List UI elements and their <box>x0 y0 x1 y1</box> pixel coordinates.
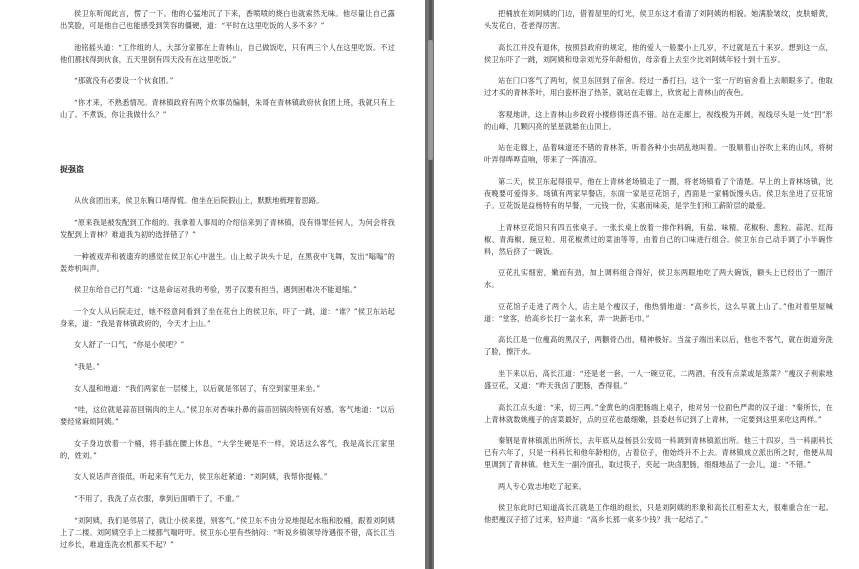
paragraph: “原来我是被发配到工作组的。我拿着人事局的介绍信来到了青林镇，没有得罪任何人，为何会将我发配到上青林？难道我为初的选择错了？” <box>60 217 395 239</box>
paragraph: 一种被戏弄和被遗弃的感觉在侯卫东心中滋生。山上蚊子块头十足，在黑夜中飞舞，发出“嗡嗡”的轰炸机叫声。 <box>60 251 395 273</box>
paragraph: 侯卫东给自己打气道：“这是命运对我的考验，男子汉要有担当，遇到困难决不能退缩。” <box>74 285 357 295</box>
paragraph: 两人专心致志地吃了起来。 <box>498 481 587 491</box>
left-bottom-text <box>60 195 395 550</box>
paragraph: 高长江点头道：“来，切三两。”金黄色的卤肥肠端上桌子，他对另一位面色严肃的汉子道：“秦所长，在上青林就数姚瘦子的卤菜最好，点的豆花也最细嫩，县委赵书记到了上青林，一定要到这里来吃这两样。” <box>484 402 833 424</box>
paragraph: 把桶放在刘阿姨的门边，借着屋里的灯光，侯卫东这才看清了刘阿姨的相貌。她满脸皱纹，皮肤蜡黄，头发花白，苍老得厉害。 <box>484 9 833 30</box>
right-page <box>434 0 859 569</box>
paragraph: “刘阿姨，我们是邻居了，就让小侯来提，别客气。”侯卫东不由分说地提起水瓶和胶桶，跟着刘阿姨上了二楼。刘阿姨空手上二楼都气喘吁吁。侯卫东心里有些纳闷：“听说乡镇领导待遇很不错，高长江当过乡长，难道连洗衣机都买不起？” <box>60 515 395 549</box>
paragraph: 站在门口客气了两句，侯卫东回到了宿舍。经过一番打扫，这个一室一厅的宿舍看上去顺眼多了。他取过才买的青林茶叶，用白瓷杯泡了热茶，就站在走廊上，欣赏起上青林山的夜色。 <box>484 76 833 98</box>
paragraph: 池铭摇头道：“工作组的人，大部分家都在上青林山，自己做饭吃，只有两三个人在这里吃饭。不过他们都找得到伙食，五天里倒有四天没有在这里吃饭。” <box>60 42 395 64</box>
paragraph: 上青林豆花馆只有四五张桌子。一张长桌上放着一排作料碗，有盐、味精、花椒粉、葱粒、蒜泥、红海椒、青海椒、豌豆粒、用花椒煮过的菜油等等，由着自己的口味进行组合。侯卫东自己动手调了小半碗作料，然后挤了一碗饭。 <box>484 222 833 256</box>
paragraph: 侯卫东听闻此言，愣了一下。他的心猛地沉了下来，香喷喷的烧白也就索然无味。他尽量让自己露出笑脸，可是他自己也能感受到笑容的僵硬，道：“平时在这里吃饭的人多不多？” <box>60 9 395 30</box>
paragraph: “我是。” <box>74 361 101 371</box>
paragraph: 高长江是一位瘦高的黑汉子，两颧骨凸出，精神极好。当盆子端出来以后，他也不客气，就在街道旁洗了脸，擦汗水。 <box>484 335 833 357</box>
paragraph: 女人舒了一口气，“你是小侯吧？” <box>74 340 185 350</box>
paragraph: 女人温和地道：“我们两家在一层楼上，以后就是邻居了，有空到家里来坐。” <box>74 383 321 393</box>
paragraph: “不用了，我洗了点衣服，拿到后面晒干了，不重。” <box>74 493 240 503</box>
left-page <box>0 0 425 569</box>
scrollbar-thumb[interactable] <box>428 40 433 160</box>
paragraph: “那就没有必要设一个伙食团。” <box>74 76 174 86</box>
paragraph: 第二天，侯卫东起得很早，他在上青林老场镇走了一圈，将老场镇看了个清楚。早上的上青林场镇，比夜晚要可爱得多。场镇有两家早餐店，东面一家是豆花馆子，西面是一家桶饭馒头店。侯卫东坐进了豆花馆子。豆花饭是益杨特有的早餐，一元钱一份，实惠而味美，是学生们和工薪阶层的最爱。 <box>484 176 833 210</box>
paragraph: 一个女人从后院走过，她不经意间看到了坐在花台上的侯卫东，吓了一跳，道：“谁？”侯卫东站起身来，道：“我是青林镇政府的，今天才上山。” <box>60 306 395 328</box>
left-top-text <box>60 8 395 121</box>
paragraph: “哇，这位就是蒜苗回锅肉的主人。”侯卫东对香味扑鼻的蒜苗回锅肉特别有好感，客气地道：“以后要经常麻烦阿姨。” <box>60 405 395 427</box>
paragraph: “你才来，不熟悉情况。青林镇政府有两个炊事员编制，朱哥在青林镇政府伙食团上班，我就只有上山了。不煮饭，你让我做什么？” <box>60 97 395 119</box>
paragraph: 豆花馆子走进了两个人，店主是个瘦汉子，他热情地道：“高乡长，这么早就上山了。”他对着里屋喊道：“堂客，给高乡长打一盆水来，弄一块新毛巾。” <box>484 301 833 323</box>
paragraph: 坐下来以后，高长江道：“还是老一套，一人一碗豆花，二两酒，有没有点菜或是蒸菜？”瘦汉子利索地盛豆花，又道：“昨天我卤了肥肠，香得很。” <box>484 368 833 390</box>
paragraph: 秦钢是青林镇派出所所长，去年底从益杨县公安局一科调到青林镇派出所。他三十四岁，当一科副科长已有六年了，只是一科科长和他年龄相仿，占着位子，他始终升不上去。青林镇成立派出所之时，他便从局里调到了青林镇。他天生一副冷面孔，取过筷子，夹起一块卤肥肠，细细地品了一会儿，道：“不错。” <box>484 436 833 470</box>
paragraph: 从伙食团出来，侯卫东胸口堵得慌。他坐在后院假山上，默默地梳理着思路。 <box>74 196 324 206</box>
paragraph: 站在走廊上，品着味道还不错的青林茶，听着各种小虫胡乱地叫着。一股顺着山谷吹上来的山风，将树叶弄得哗哗直响，带来了一阵清凉。 <box>484 143 833 165</box>
paragraph: 豆花扎实细密，嫩而有劲，加上调料组合得好，侯卫东两眼地吃了两大碗饭，额头上已经出了一圈汗水。 <box>484 268 833 290</box>
paragraph: 高长江并没有退休，按照县政府的规定，他的爱人一般要小上几岁，不过就是五十来岁。想到这一点，侯卫东吓了一跳，刘阿姨和母亲刘光芬年龄相仿，母亲看上去至少比刘阿姨年轻十到十五岁。 <box>484 42 833 64</box>
paragraph: 侯卫东此时已知道高长江就是工作组的组长，只是刘阿姨的形象和高长江相差太大，很难重合在一起。他把瘦汉子招了过来，轻声道：“高乡长那一桌多少钱？我一起结了。” <box>484 503 833 525</box>
chapter-title: 捉强盗 <box>60 165 84 175</box>
paragraph: 女子身边放着一个桶，将手插在腰上休息，“大学生硬是不一样，说话这么客气，我是高长江家里的，姓刘。” <box>60 438 395 460</box>
paragraph: 女人说话声音很低，听起来有气无力，侯卫东赶紧道：“刘阿姨，我帮你提桶。” <box>74 472 328 482</box>
paragraph: 客观地讲，这上青林山乡政府小楼修得还真不错。站在走廊上，视线极为开阔，视线尽头是一处“凹”形的山峰，几颗闪亮的星星就悬在山顶上。 <box>484 109 833 131</box>
